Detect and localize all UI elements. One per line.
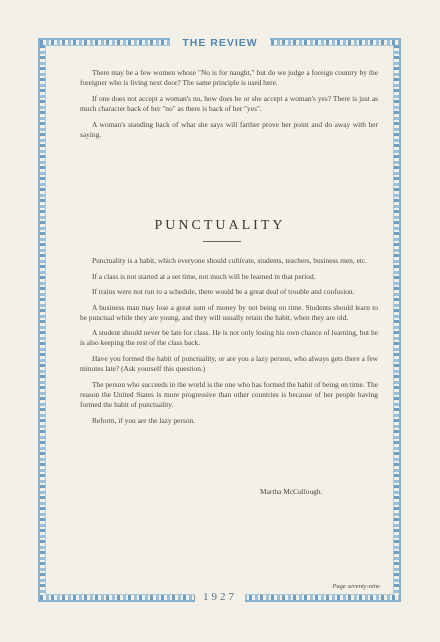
article-paragraph: Punctuality is a habit, which everyone should cultivate, students, teachers, business men, etc. bbox=[92, 256, 368, 265]
intro-paragraph: A woman's standing back of what she says will farther prove her point and do away with her saying. bbox=[80, 119, 378, 140]
article-paragraph: If a class is not started at a set time, not much will be learned in that period. bbox=[92, 271, 316, 281]
article-paragraph: A business man may lose a great sum of money by not being on time. Students should learn to be punctual while they are young, and they will usually retain the habit, when they are old. bbox=[80, 302, 378, 322]
article-paragraph: Have you formed the habit of punctuality, or are you a lazy person, who always gets there a few minutes late? (Ask yourself this question.) bbox=[80, 353, 378, 374]
border-band-right bbox=[394, 45, 399, 595]
intro-paragraph: There may be a few women whose "No is for naught," but do we judge a foreign country by the foreigner who is living next door? The same principle is used here. bbox=[80, 68, 378, 88]
article-paragraph: Reform, if you are the lazy person. bbox=[92, 415, 196, 425]
intro-paragraph: If one does not accept a woman's no, how does he or she accept a woman's yes? There is just as much character back of her "no" as there is back of her "yes". bbox=[80, 93, 378, 114]
article-body bbox=[80, 256, 378, 431]
publication-title: THE REVIEW bbox=[170, 36, 270, 50]
title-underline bbox=[203, 241, 241, 242]
article-paragraph: A student should never be late for class. He is not only losing his own chance of learning, but he is also keeping the rest of the class back. bbox=[80, 328, 378, 348]
border-band-left bbox=[40, 45, 45, 595]
article-title: PUNCTUALITY bbox=[154, 218, 286, 233]
page-number: Page seventy-nine bbox=[332, 583, 380, 590]
intro-section bbox=[80, 68, 378, 146]
article-author: Martha McCullough. bbox=[260, 487, 323, 496]
footer-year: 1927 bbox=[195, 590, 245, 604]
article-paragraph: If trains were not run to a schedule, there would be a great deal of trouble and confusion. bbox=[92, 287, 355, 296]
article-paragraph: The person who succeeds in the world is the one who has formed the habit of being on time. The reason the United States is more progressive than other countries is because of her people having formed the habit of punctuality. bbox=[80, 379, 378, 410]
